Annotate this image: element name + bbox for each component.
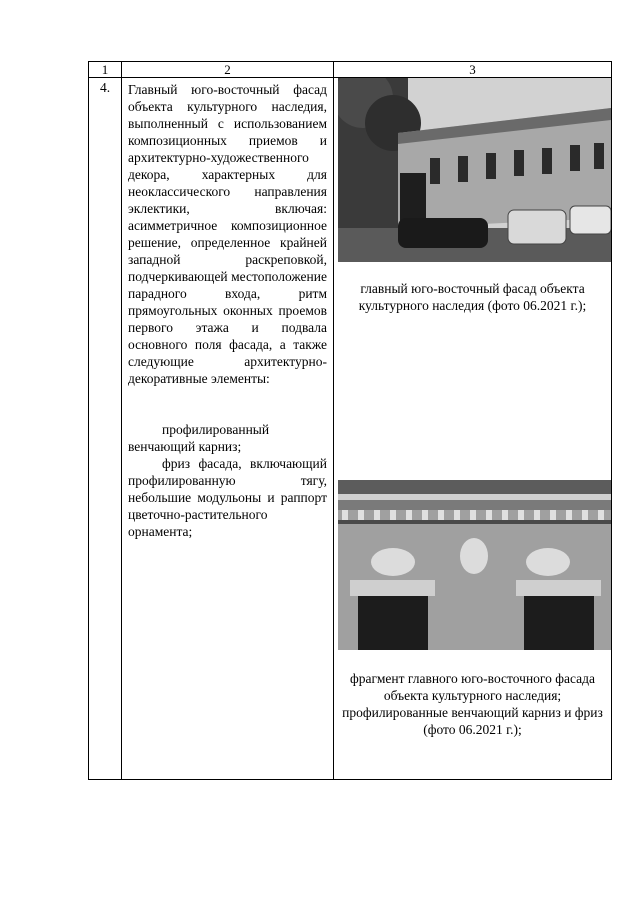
heritage-table [88,61,612,780]
header-col-1: 1 [89,62,122,78]
table-header-row [89,62,612,78]
table-row [89,78,612,780]
photos-cell [334,78,612,780]
header-col-2: 2 [122,62,334,78]
element-frieze: фриз фасада, включающий профилированную тягу, небольшие модульоны и раппорт цветочно-растительного орнамента; [128,456,327,539]
header-col-3: 3 [334,62,612,78]
description-text: Главный юго-восточный фасад объекта культурного наследия, выполненный с использованием композиционных приемов и архитектурно-художественного декора, характерных для неоклассического направления эклектики, включая: асимметричное композиционное решение, определенное крайней западной раскреповкой, подчеркивающей местоположение парадного входа, ритм прямоугольных оконных проемов первого этажа и подвала основного поля фасада, а также следующие архитектурно-декоративные элементы: [128,82,327,386]
frieze-photo-caption: фрагмент главного юго-восточного фасада объекта культурного наследия; профилированные венчающий карниз и фриз (фото 06.2021 г.); [342,671,603,737]
element-cornice: профилированный венчающий карниз; [128,422,270,454]
row-number: 4. [89,78,122,780]
description-cell [122,78,334,780]
facade-photo [338,78,611,262]
frieze-photo [338,480,611,650]
facade-photo-caption: главный юго-восточный фасад объекта культурного наследия (фото 06.2021 г.); [358,281,587,313]
